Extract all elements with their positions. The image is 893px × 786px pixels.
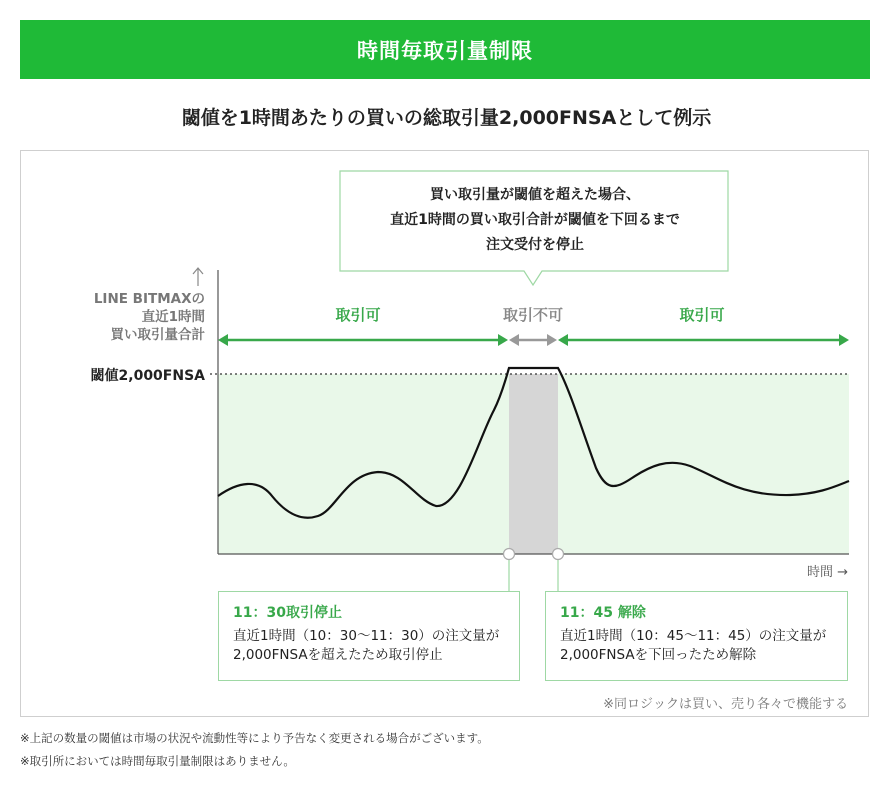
tradable-arrow-left [218, 334, 508, 346]
note-stop-line: 2,000FNSAを超えたため取引停止 [233, 647, 443, 663]
zone-label-tradable-left: 取引可 [335, 306, 381, 324]
resume-marker [553, 549, 564, 560]
footnote-threshold: ※上記の数量の閾値は市場の状況や流動性等により予告なく変更される場合がございます。 [20, 731, 489, 745]
note-resume-line: 2,000FNSAを下回ったため解除 [560, 647, 757, 663]
y-axis-label-line: LINE BITMAXの [93, 291, 205, 307]
diagram-subtitle: 閾値を1時間あたりの買いの総取引量2,000FNSAとして例示 [181, 107, 712, 129]
note-resume [545, 591, 848, 681]
logic-note: ※同ロジックは買い、売り各々で機能する [603, 697, 848, 712]
threshold-label: 閾値2,000FNSA [90, 368, 205, 384]
halt-period-band [509, 374, 558, 554]
callout-text [340, 183, 730, 258]
callout-line: 直近1時間の買い取引合計が閾値を下回るまで [390, 212, 680, 228]
note-stop-body [233, 627, 505, 665]
y-axis-label-line: 直近1時間 [141, 309, 205, 325]
tradable-arrow-right [558, 334, 849, 346]
note-stop-line: 直近1時間（10：30〜11：30）の注文量が [233, 628, 500, 644]
note-stop [218, 591, 520, 681]
halt-arrow [509, 334, 557, 346]
zone-label-halted: 取引不可 [502, 306, 563, 324]
footnote-exchange: ※取引所においては時間毎取引量制限はありません。 [20, 754, 295, 768]
y-axis-label-line: 買い取引量合計 [110, 327, 205, 343]
banner-title: 時間毎取引量制限 [357, 38, 533, 63]
note-resume-line: 直近1時間（10：45〜11：45）の注文量が [560, 628, 827, 644]
note-stop-title: 11：30取引停止 [233, 605, 342, 621]
y-axis-label [40, 290, 205, 344]
callout-line: 買い取引量が閾値を超えた場合、 [430, 187, 640, 203]
callout-line: 注文受付を停止 [486, 237, 584, 253]
stop-marker [504, 549, 515, 560]
arrow-up-icon [193, 268, 203, 286]
x-axis-label: 時間 → [806, 565, 848, 580]
note-resume-title: 11：45 解除 [560, 605, 646, 621]
zone-label-tradable-right: 取引可 [679, 306, 725, 324]
note-resume-body [560, 627, 833, 665]
